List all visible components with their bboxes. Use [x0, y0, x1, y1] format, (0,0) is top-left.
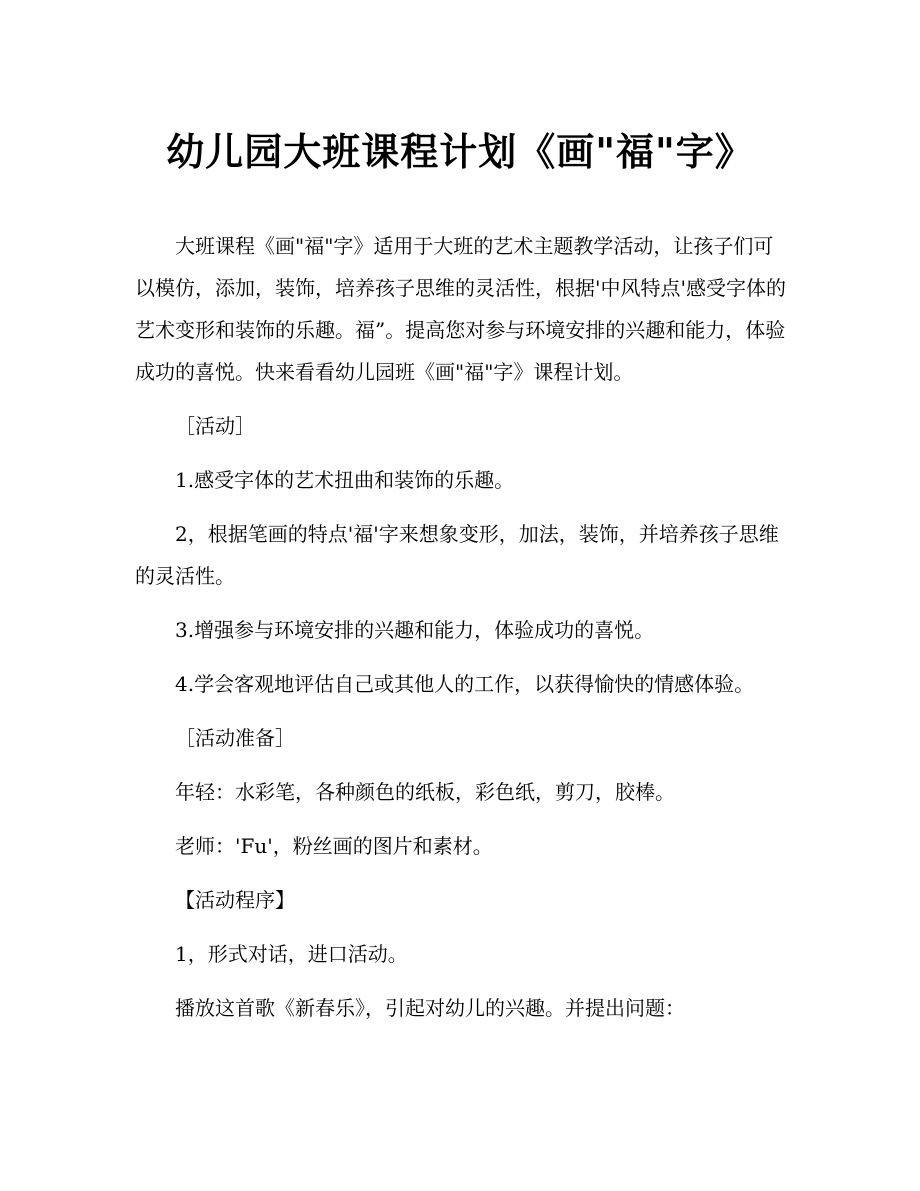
- preparation-children: 年轻：水彩笔，各种颜色的纸板，彩色纸，剪刀，胶棒。: [175, 780, 675, 804]
- procedure-step-1-detail: 播放这首歌《新春乐》，引起对幼儿的兴趣。并提出问题：: [175, 996, 685, 1020]
- goal-item-3: 3.增强参与环境安排的兴趣和能力，体验成功的喜悦。: [175, 618, 655, 642]
- section-heading-procedure: 【活动程序】: [175, 888, 295, 912]
- section-heading-preparation: ［活动准备］: [175, 726, 295, 750]
- goal-item-2: 2，根据笔画的特点'福'字来想象变形，加法，装饰，并培养孩子思维的灵活性。: [135, 522, 779, 588]
- section-heading-activity: ［活动］: [175, 414, 255, 438]
- document-body: [135, 225, 790, 1041]
- goal-item-1: 1.感受字体的艺术扭曲和装饰的乐趣。: [175, 468, 515, 492]
- document-title: 幼儿园大班课程计划《画"福"字》: [166, 130, 754, 174]
- goal-item-4: 4.学会客观地评估自己或其他人的工作，以获得愉快的情感体验。: [175, 672, 755, 696]
- preparation-teacher: 老师：'Fu'，粉丝画的图片和素材。: [175, 834, 493, 858]
- procedure-step-1: 1，形式对话，进口活动。: [175, 942, 408, 966]
- intro-paragraph: 大班课程《画"福"字》适用于大班的艺术主题教学活动，让孩子们可以模仿，添加，装饰，培养孩子思维的灵活性，根据'中风特点'感受字体的艺术变形和装饰的乐趣。福”。提高您对参与环境安排的兴趣和能力，体验成功的喜悦。快来看看幼儿园班《画"福"字》课程计划。: [135, 234, 786, 384]
